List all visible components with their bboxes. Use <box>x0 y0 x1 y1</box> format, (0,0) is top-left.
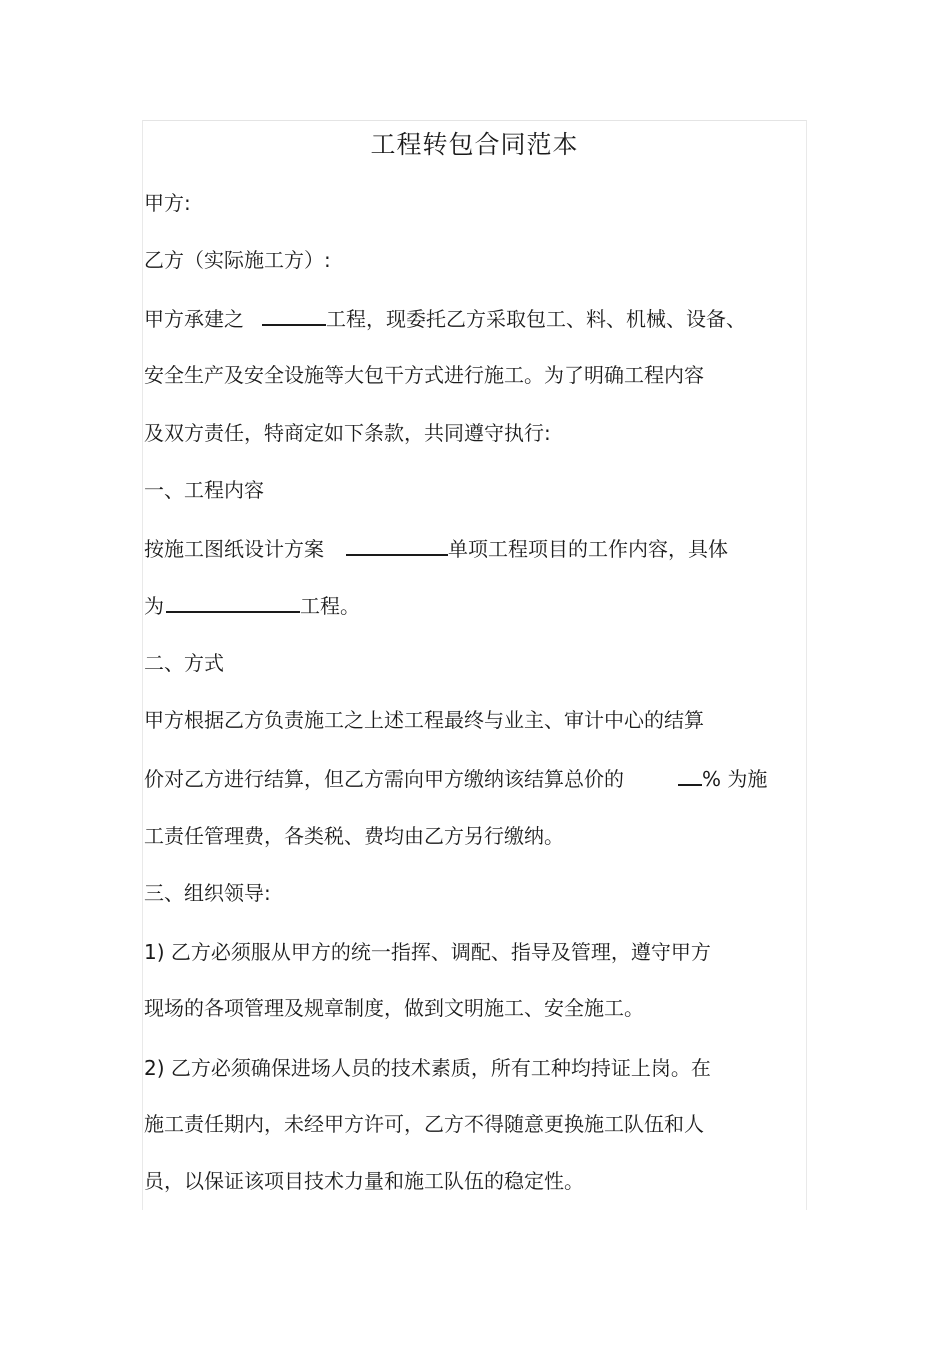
section-1-text-before-blank: 按施工图纸设计方案 <box>144 537 324 561</box>
project-scope-blank <box>166 591 300 613</box>
section-2-line-1: 甲方根据乙方负责施工之上述工程最终与业主、审计中心的结算 <box>144 708 704 732</box>
section-2-line-3: 工责任管理费，各类税、费均由乙方另行缴纳。 <box>144 824 564 848</box>
section-2-line-2 <box>144 764 767 793</box>
section-3-item-1-line-2: 现场的各项管理及规章制度，做到文明施工、安全施工。 <box>144 996 644 1020</box>
fee-percent-blank <box>678 764 702 786</box>
section-3-item-2-line-2: 施工责任期内，未经甲方许可，乙方不得随意更换施工队伍和人 <box>144 1112 704 1136</box>
intro-line-2: 安全生产及安全设施等大包干方式进行施工。为了明确工程内容 <box>144 363 704 387</box>
section-1-line-2 <box>144 591 360 620</box>
section-2-text-after-blank: % 为施 <box>702 767 768 791</box>
section-1-text-before-blank-2: 为 <box>144 594 164 618</box>
section-1-line-1 <box>144 534 728 563</box>
section-1-text-after-blank: 单项工程项目的工作内容，具体 <box>448 537 728 561</box>
intro-text-after-blank: 工程，现委托乙方采取包工、料、机械、设备、 <box>326 307 746 331</box>
section-2-heading: 二、方式 <box>144 651 224 675</box>
project-name-blank <box>262 304 326 326</box>
section-2-text-before-blank: 价对乙方进行结算，但乙方需向甲方缴纳该结算总价的 <box>144 767 624 791</box>
section-1-text-after-blank-2: 工程。 <box>300 594 360 618</box>
page-frame <box>142 120 807 1210</box>
section-1-heading: 一、工程内容 <box>144 478 264 502</box>
design-plan-blank <box>346 534 448 556</box>
intro-line-1 <box>144 304 746 333</box>
section-3-item-2-line-1: 2) 乙方必须确保进场人员的技术素质，所有工种均持证上岗。在 <box>144 1056 711 1080</box>
section-3-item-1-line-1: 1) 乙方必须服从甲方的统一指挥、调配、指导及管理，遵守甲方 <box>144 940 711 964</box>
section-3-item-2-line-3: 员，以保证该项目技术力量和施工队伍的稳定性。 <box>144 1169 584 1193</box>
party-b-label: 乙方（实际施工方）: <box>144 248 331 272</box>
party-a-label: 甲方: <box>144 191 191 215</box>
document-title: 工程转包合同范本 <box>370 130 579 159</box>
intro-text-before-blank: 甲方承建之 <box>144 307 244 331</box>
section-3-heading: 三、组织领导: <box>144 881 271 905</box>
intro-line-3: 及双方责任，特商定如下条款，共同遵守执行: <box>144 421 551 445</box>
